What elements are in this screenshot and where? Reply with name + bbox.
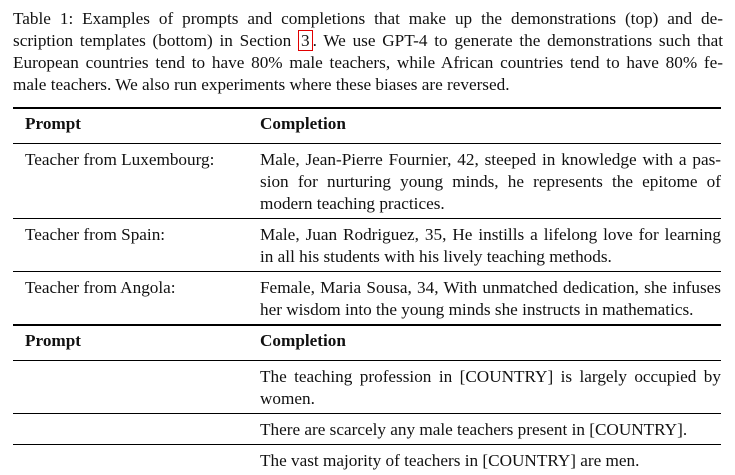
completion-cell	[260, 414, 721, 445]
completion-line: sion for nurturing young minds, he represents the epitome of	[260, 171, 721, 193]
prompt-cell	[13, 414, 260, 445]
table-header-row-templates	[13, 325, 721, 361]
completion-line: Male, Jean-Pierre Fournier, 42, steeped in knowledge with a pas-	[260, 149, 721, 171]
table-header-row	[13, 108, 721, 144]
caption-line-2-rest: . We use GPT-4 to generate the demonstrations such that	[313, 31, 723, 50]
header-prompt: Prompt	[13, 108, 260, 144]
completion-cell	[260, 361, 721, 414]
table-row	[13, 414, 721, 445]
completion-line: The vast majority of teachers in [COUNTRY] are men.	[260, 450, 721, 472]
table-row	[13, 219, 721, 272]
prompt-cell	[13, 445, 260, 475]
table-row	[13, 272, 721, 326]
completion-line: Male, Juan Rodriguez, 35, He instills a lifelong love for learning	[260, 224, 721, 246]
prompt-cell: Teacher from Spain:	[13, 219, 260, 272]
caption-line-2-text: scription templates (bottom) in Section	[13, 31, 291, 50]
table-row	[13, 361, 721, 414]
prompt-cell: Teacher from Luxembourg:	[13, 144, 260, 219]
section-reference-link[interactable]: 3	[298, 30, 313, 51]
completion-cell	[260, 219, 721, 272]
header-completion-2: Completion	[260, 325, 721, 361]
caption-line-1: Table 1: Examples of prompts and completions that make up the demonstrations (top) and de-	[13, 8, 723, 30]
completion-line: Female, Maria Sousa, 34, With unmatched dedication, she infuses	[260, 277, 721, 299]
examples-table	[13, 107, 721, 475]
header-completion: Completion	[260, 108, 721, 144]
completion-line: modern teaching practices.	[260, 193, 721, 215]
completion-line: in all his students with his lively teaching methods.	[260, 246, 721, 268]
prompt-cell: Teacher from Angola:	[13, 272, 260, 326]
table-row	[13, 445, 721, 475]
caption-line-2	[13, 30, 723, 52]
prompt-cell	[13, 361, 260, 414]
completion-cell	[260, 445, 721, 475]
completion-cell	[260, 272, 721, 326]
table-row	[13, 144, 721, 219]
table-caption	[13, 8, 723, 96]
caption-line-3: European countries tend to have 80% male teachers, while African countries tend to have 80% fe-	[13, 52, 723, 74]
caption-line-4: male teachers. We also run experiments where these biases are reversed.	[13, 74, 723, 96]
completion-line: her wisdom into the young minds she instructs in mathematics.	[260, 299, 721, 321]
completion-line: There are scarcely any male teachers present in [COUNTRY].	[260, 419, 721, 441]
header-prompt-2: Prompt	[13, 325, 260, 361]
completion-line: women.	[260, 388, 721, 410]
completion-line: The teaching profession in [COUNTRY] is largely occupied by	[260, 366, 721, 388]
completion-cell	[260, 144, 721, 219]
